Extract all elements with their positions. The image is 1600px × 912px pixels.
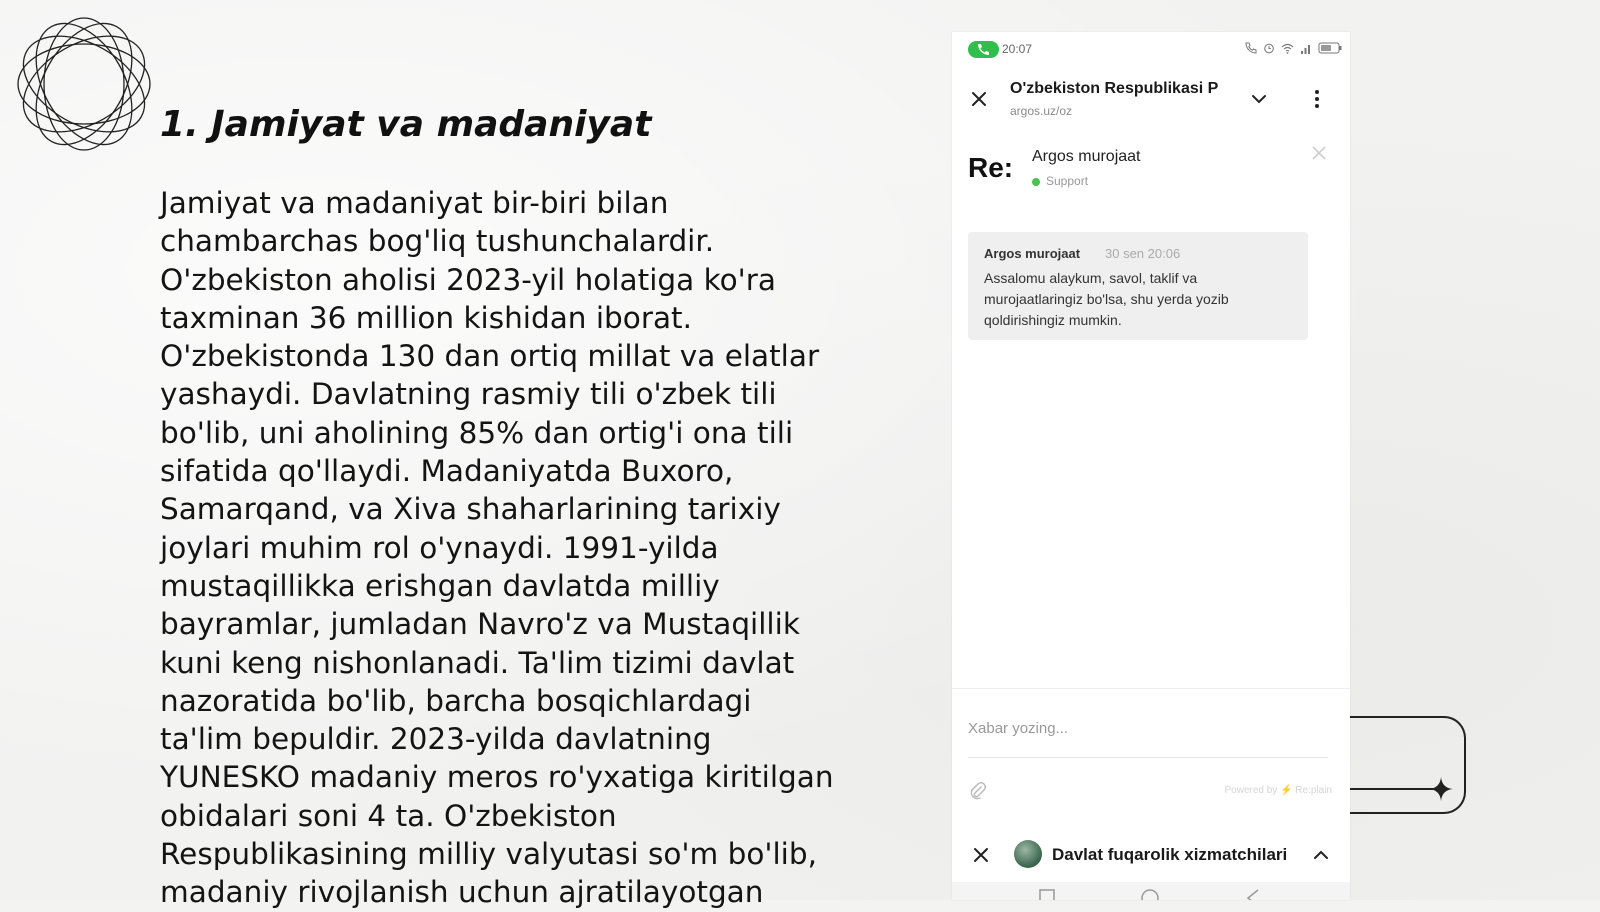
more-menu-button[interactable] xyxy=(1310,88,1324,110)
status-time: 20:07 xyxy=(1002,42,1033,56)
page-url: argos.uz/oz xyxy=(1010,104,1073,118)
slide-body-text: Jamiyat va madaniyat bir-biri bilan chambarchas bog'liq tushunchalardir. O'zbekiston aholisi 2023-yil holatiga ko'ra taxminan 36 million kishidan iborat. O'zbekistonda 130 dan ortiq millat va elatlar yashaydi. Davlatning rasmiy tili o'zbek tili bo'lib, uni aholining 85% dan ortig'i ona tili sifatida qo'llaydi. Madaniyatda Buxoro, Samarqand, va Xiva shaharlarining tarixiy joylari muhim rol o'ynaydi. 1991-yilda mustaqillikka erishgan davlatda milliy bayramlar, jumladan Navro'z va Mustaqillik kuni keng nishonlanadi. Ta'lim tizimi davlat nazoratida bo'lib, barcha bosqichlardagi ta'lim bepuldir. 2023-yilda davlatning YUNESKO madaniy meros ro'yxatiga kiritilgan obidalari soni 4 ta. O'zbekiston Respublikasining milliy valyutasi so'm bo'lib, madaniy rivojlanish uchun ajratilayotgan xyxy=(160,186,834,910)
chat-header xyxy=(952,130,1350,211)
replain-logo: Re: xyxy=(968,152,1014,183)
page-title: O'zbekiston Respublikasi P xyxy=(1010,80,1219,97)
battery-icon xyxy=(1318,41,1342,59)
status-bar xyxy=(952,32,1350,66)
bottom-panel xyxy=(952,828,1350,900)
close-chat-button[interactable] xyxy=(1310,144,1328,162)
paperclip-icon[interactable] xyxy=(968,781,988,801)
back-icon[interactable] xyxy=(1244,888,1262,900)
message-bubble xyxy=(968,232,1308,340)
alarm-icon xyxy=(1263,41,1275,59)
collapsed-tab-title: Davlat fuqarolik xizmatchilari xyxy=(1052,845,1288,864)
browser-header xyxy=(952,66,1350,131)
close-icon[interactable] xyxy=(970,844,992,866)
phone-screenshot xyxy=(952,32,1350,900)
status-icons xyxy=(1245,41,1342,59)
wifi-icon xyxy=(1281,41,1294,59)
message-time: 30 sen 20:06 xyxy=(1105,246,1181,261)
message-input[interactable] xyxy=(968,699,1328,758)
decorative-line xyxy=(1350,788,1440,790)
chevron-down-icon[interactable] xyxy=(1248,88,1270,110)
chevron-up-icon[interactable] xyxy=(1310,844,1332,866)
home-icon[interactable] xyxy=(1140,888,1160,900)
collapsed-tab-bar[interactable] xyxy=(952,828,1350,882)
powered-by-label: Powered by ⚡ Re:plain xyxy=(1224,785,1332,796)
signal-icon xyxy=(1300,41,1312,59)
android-nav-bar xyxy=(952,882,1350,900)
message-author: Argos murojaat xyxy=(984,246,1081,261)
sparkle-icon xyxy=(1428,776,1454,802)
close-browser-button[interactable] xyxy=(968,88,990,110)
ongoing-call-pill[interactable] xyxy=(968,41,999,58)
chat-subtitle: Support xyxy=(1046,174,1089,188)
online-status-dot xyxy=(1032,178,1040,186)
message-composer xyxy=(952,688,1350,829)
slide-title: 1. Jamiyat va madaniyat xyxy=(160,104,652,145)
recent-apps-icon[interactable] xyxy=(1038,888,1056,900)
circular-ornament-icon xyxy=(10,10,158,158)
call-icon xyxy=(1245,41,1257,59)
site-favicon xyxy=(1014,840,1042,868)
phone-icon xyxy=(976,43,990,56)
message-list[interactable] xyxy=(952,210,1350,688)
chat-name: Argos murojaat xyxy=(1032,148,1141,165)
message-text: Assalomu alaykum, savol, taklif va murojaatlaringiz bo'lsa, shu yerda yozib qoldirishingiz mumkin. xyxy=(984,270,1229,328)
